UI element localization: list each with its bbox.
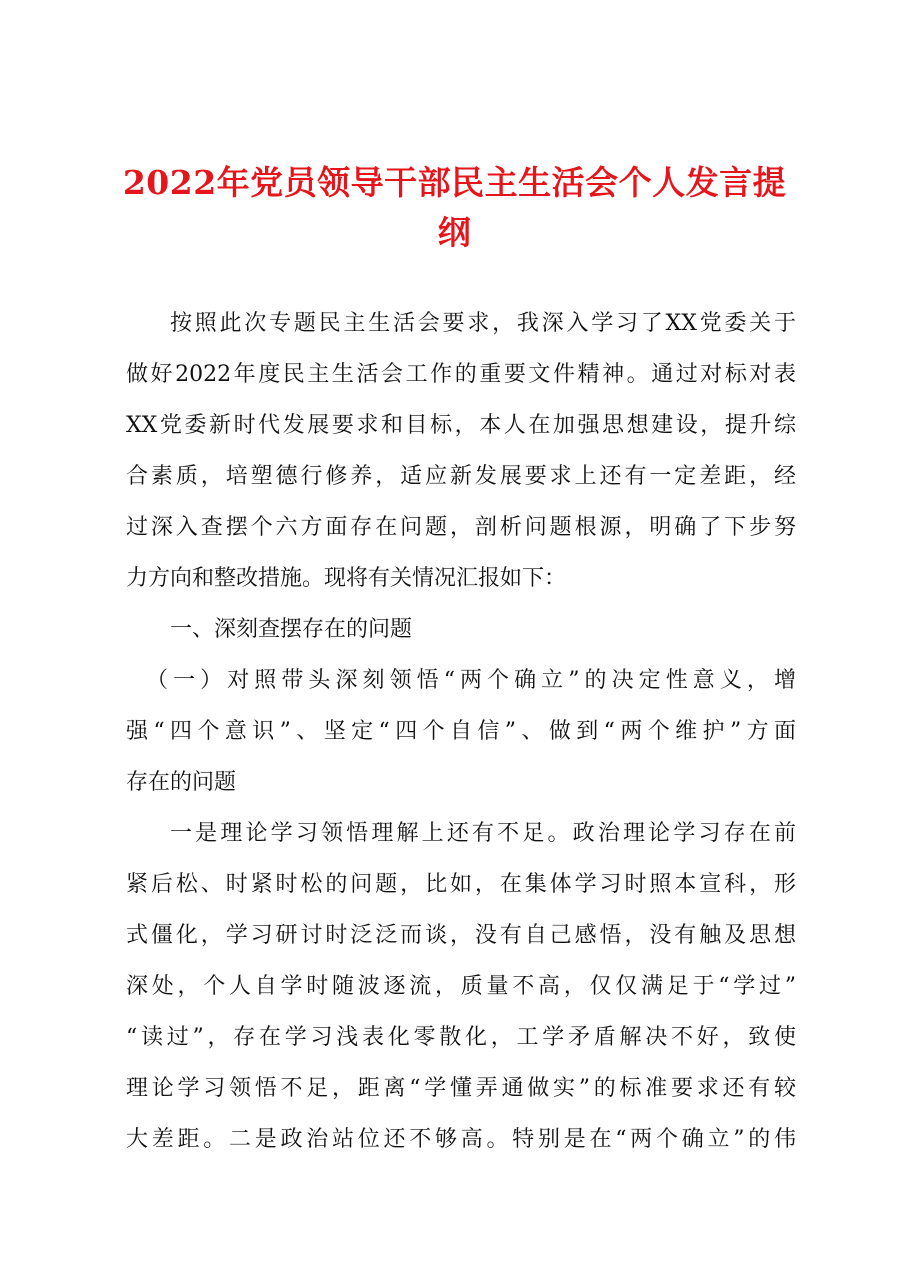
paragraph-body-line: 大差距。二是政治站位还不够高。特别是在“两个确立”的伟 xyxy=(126,1127,796,1152)
paragraph-body-line: “读过”，存在学习浅表化零散化，工学矛盾解决不好，致使 xyxy=(126,1025,796,1050)
paragraph-intro-line: 力方向和整改措施。现将有关情况汇报如下： xyxy=(126,566,567,591)
title-line-1: 2022年党员领导干部民主生活会个人发言提 xyxy=(122,163,787,202)
paragraph-intro-line: 过深入查摆个六方面存在问题，剖析问题根源，明确了下步努 xyxy=(126,515,796,540)
paragraph-intro-line: 合素质，培塑德行修养，适应新发展要求上还有一定差距，经 xyxy=(126,464,796,489)
paragraph-body-line: 深处，个人自学时随波逐流，质量不高，仅仅满足于“学过” xyxy=(126,974,796,999)
subsection-heading-line: 强“四个意识”、坚定“四个自信”、做到“两个维护”方面 xyxy=(126,719,796,744)
subsection-heading-line: （一）对照带头深刻领悟“两个确立”的决定性意义，增 xyxy=(146,668,796,693)
paragraph-intro-line: XX党委新时代发展要求和目标，本人在加强思想建设，提升综 xyxy=(126,413,796,438)
title-line-2: 纲 xyxy=(437,213,472,252)
paragraph-intro-line: 做好2022年度民主生活会工作的重要文件精神。通过对标对表 xyxy=(126,362,796,387)
paragraph-body-line: 理论学习领悟不足，距离“学懂弄通做实”的标准要求还有较 xyxy=(126,1076,796,1101)
paragraph-body-line: 紧后松、时紧时松的问题，比如，在集体学习时照本宣科，形 xyxy=(126,872,796,897)
document-title xyxy=(120,158,789,258)
document-body xyxy=(126,298,796,1165)
paragraph-body-line: 一是理论学习领悟理解上还有不足。政治理论学习存在前 xyxy=(170,821,796,846)
section-heading: 一、深刻查摆存在的问题 xyxy=(170,617,413,642)
paragraph-body-line: 式僵化，学习研讨时泛泛而谈，没有自己感悟，没有触及思想 xyxy=(126,923,796,948)
subsection-heading-line: 存在的问题 xyxy=(126,770,237,795)
paragraph-intro-line: 按照此次专题民主生活会要求，我深入学习了XX党委关于 xyxy=(170,311,796,336)
